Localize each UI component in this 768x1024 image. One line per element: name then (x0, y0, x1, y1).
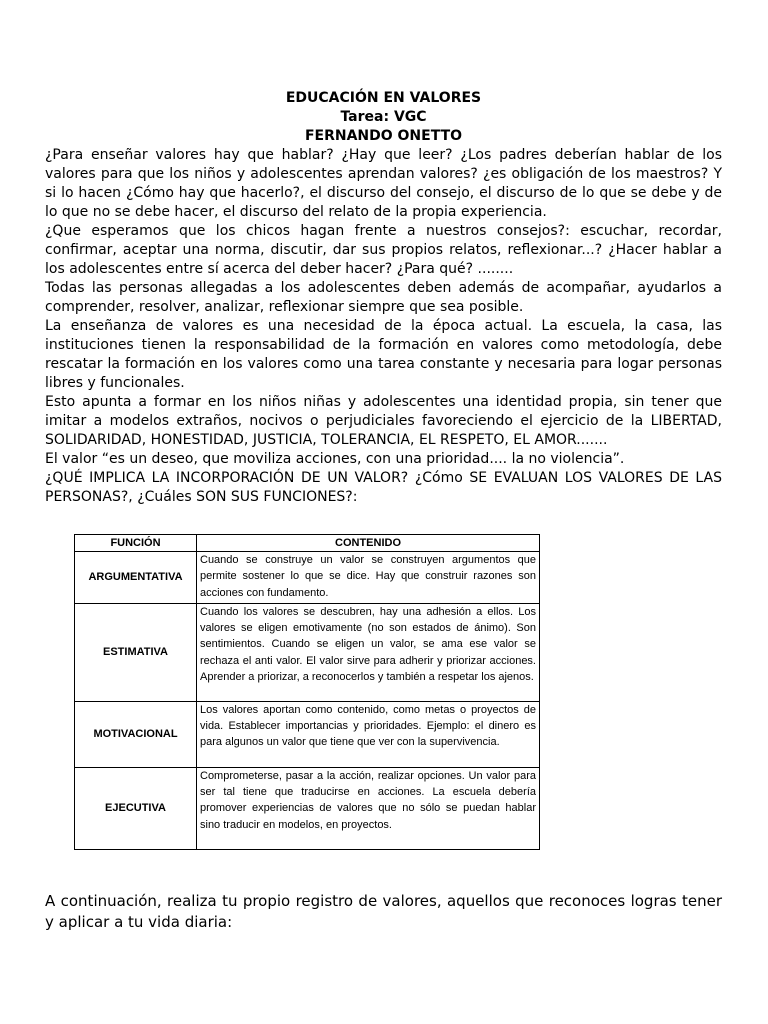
paragraph: La enseñanza de valores es una necesidad de la época actual. La escuela, la casa, las instituciones tienen la responsabilidad de la formación en valores como metodología, debe rescatar la formación en los valores como una tarea constante y necesaria para logar personas libres y funcionales. (45, 318, 722, 391)
header-function: FUNCIÓN (75, 535, 197, 552)
document-body (45, 146, 722, 507)
content-cell: Cuando los valores se descubren, hay una adhesión a ellos. Los valores se eligen emotivamente (no son estados de ánimo). Son sentimientos. Cuando se eligen un valor, se ama ese valor se rechaza el anti valor. El valor sirve para adherir y priorizar acciones. Aprender a priorizar, a reconocerlos y también a respetar los ajenos. (197, 603, 540, 701)
values-functions-table-wrapper (74, 534, 540, 850)
paragraph: Esto apunta a formar en los niños niñas y adolescentes una identidad propia, sin tener que imitar a modelos extraños, nocivos o perjudiciales favoreciendo el ejercicio de la LIBERTAD, SOLIDARIDAD, HONESTIDAD, JUSTICIA, TOLERANCIA, EL RESPETO, EL AMOR....... (45, 394, 722, 448)
content-cell: Cuando se construye un valor se construyen argumentos que permite sostener lo que se dice. Hay que construir razones son acciones con fundamento. (197, 552, 540, 604)
document-header (45, 89, 722, 146)
paragraph: ¿Que esperamos que los chicos hagan frente a nuestros consejos?: escuchar, recordar, confirmar, aceptar una norma, discutir, dar sus propios relatos, reflexionar...? ¿Hacer hablar a los adolescentes entre sí acerca del deber hacer? ¿Para qué? ........ (45, 223, 722, 277)
function-cell: ARGUMENTATIVA (75, 552, 197, 604)
content-cell: Los valores aportan como contenido, como metas o proyectos de vida. Establecer importancias y prioridades. Ejemplo: el dinero es para algunos un valor que tiene que ver con la supervivencia. (197, 701, 540, 767)
document-title: EDUCACIÓN EN VALORES (285, 90, 482, 106)
function-cell: EJECUTIVA (75, 767, 197, 849)
table-header-row (75, 535, 540, 552)
function-cell: ESTIMATIVA (75, 603, 197, 701)
function-cell: MOTIVACIONAL (75, 701, 197, 767)
table-row (75, 767, 540, 849)
table-row (75, 701, 540, 767)
paragraph: Todas las personas allegadas a los adolescentes deben además de acompañar, ayudarlos a comprender, resolver, analizar, reflexionar siempre que sea posible. (45, 280, 722, 315)
values-functions-table (74, 534, 540, 850)
paragraph: El valor “es un deseo, que moviliza acciones, con una prioridad.... la no violencia”. (45, 451, 625, 467)
document-page (45, 89, 722, 507)
document-author: FERNANDO ONETTO (304, 128, 463, 144)
table-row (75, 603, 540, 701)
document-task: Tarea: VGC (340, 109, 427, 125)
content-cell: Comprometerse, pasar a la acción, realizar opciones. Un valor para ser tal tiene que traducirse en acciones. La escuela debería promover experiencias de valores que no sólo se puedan hablar sino traducir en modelos, en proyectos. (197, 767, 540, 849)
header-content: CONTENIDO (197, 535, 540, 552)
table-row (75, 552, 540, 604)
paragraph: ¿QUÉ IMPLICA LA INCORPORACIÓN DE UN VALOR? ¿Cómo SE EVALUAN LOS VALORES DE LAS PERSONAS?, ¿Cuáles SON SUS FUNCIONES?: (45, 470, 722, 505)
footer-instruction: A continuación, realiza tu propio registro de valores, aquellos que reconoces logras tener y aplicar a tu vida diaria: (45, 892, 722, 931)
paragraph: ¿Para enseñar valores hay que hablar? ¿Hay que leer? ¿Los padres deberían hablar de los valores para que los niños y adolescentes aprendan valores? ¿es obligación de los maestros? Y si lo hacen ¿Cómo hay que hacerlo?, el discurso del consejo, el discurso de lo que se debe y de lo que no se debe hacer, el discurso del relato de la propia experiencia. (45, 147, 722, 220)
